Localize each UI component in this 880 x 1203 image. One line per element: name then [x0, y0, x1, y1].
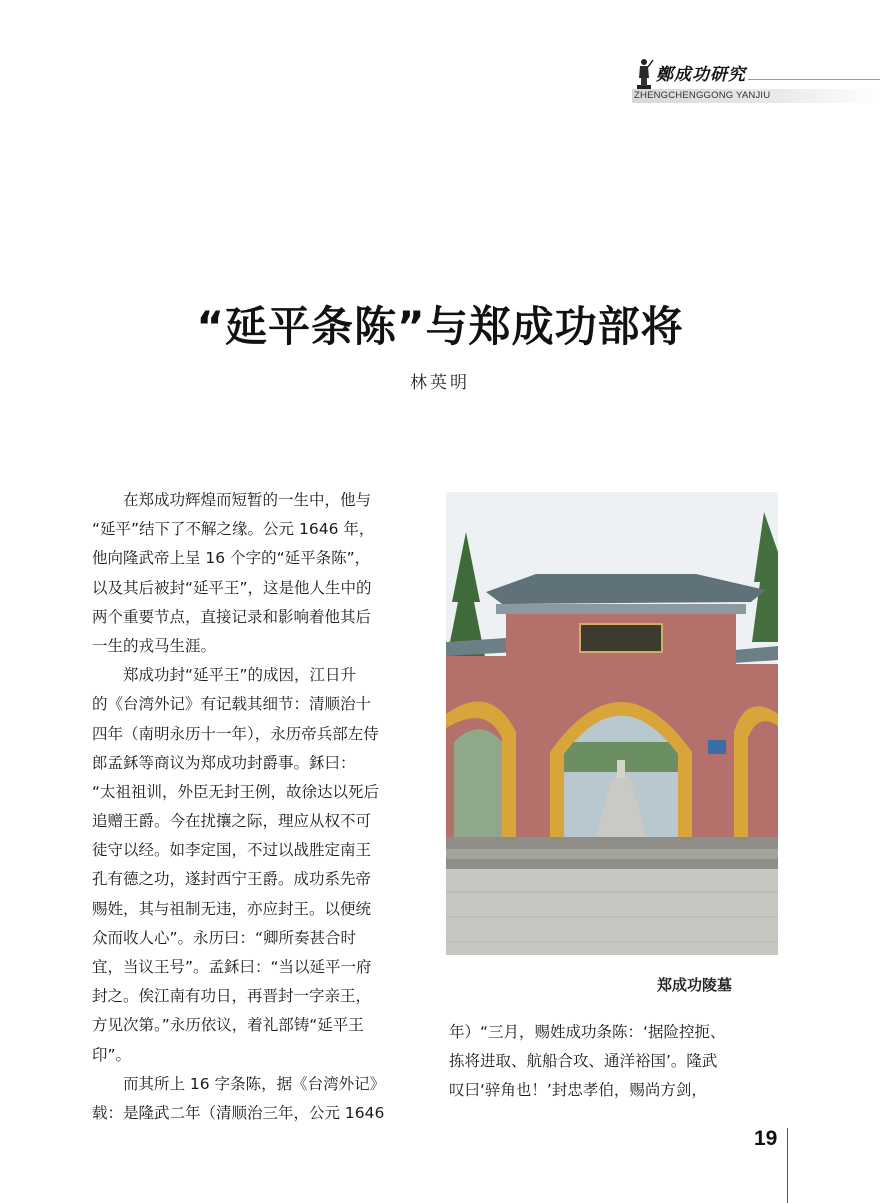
text-line: 的《台湾外记》有记载其细节：清顺治十 — [92, 695, 372, 714]
text-line: 宜，当议王号”。孟鉌曰：“当以延平一府 — [92, 958, 372, 976]
text-line: 追赠王爵。今在扰攘之际，理应从权不可 — [92, 812, 372, 831]
text-line: 他向隆武帝上呈 16 个字的“延平条陈”， — [92, 549, 371, 568]
text-line: 众而收人心”。永历曰：“卿所奏甚合时 — [92, 928, 357, 947]
text-line: 四年（南明永历十一年），永历帝兵部左侍 — [92, 724, 379, 743]
text-line: “太祖祖训，外臣无封王例，故徐达以死后 — [92, 782, 380, 801]
journal-title: 鄭成功研究 — [656, 65, 746, 85]
statue-icon — [634, 56, 654, 90]
text-line: 以及其后被封“延平王”，这是他人生中的 — [92, 578, 372, 597]
text-line: 载：是隆武二年（清顺治三年，公元 1646 — [92, 1103, 385, 1122]
text-line: 两个重要节点，直接记录和影响着他其后 — [92, 607, 372, 626]
left-text-column — [92, 486, 422, 1128]
mausoleum-gate-photo — [446, 492, 778, 955]
text-line: 叹曰‘骍角也！’封忠孝伯，赐尚方剑， — [449, 1081, 707, 1100]
journal-subtitle: ZHENGCHENGGONG YANJIU — [632, 89, 880, 103]
header-rule — [748, 79, 880, 80]
article-author: 林英明 — [410, 373, 470, 393]
text-line: 郑成功封“延平王”的成因，江日升 — [123, 666, 357, 685]
text-line: 年）“三月，赐姓成功条陈：‘据险控扼、 — [449, 1023, 726, 1041]
text-line: 在郑成功辉煌而短暂的一生中，他与 — [123, 491, 372, 509]
photo-caption: 郑成功陵墓 — [657, 976, 733, 994]
page-number: 19 — [754, 1127, 778, 1150]
text-line: 徒守以经。如李定国，不过以战胜定南王 — [92, 841, 372, 860]
right-text-column — [449, 1018, 779, 1106]
text-line: 拣将进取、航船合攻、通洋裕国’。隆武 — [449, 1052, 718, 1071]
text-line: 方见次第。”永历依议，着礼部铸“延平王 — [92, 1016, 364, 1035]
text-line: 赐姓，其与祖制无违，亦应封王。以便统 — [92, 899, 372, 918]
footer-rule — [787, 1128, 788, 1203]
text-line: 而其所上 16 字条陈，据《台湾外记》 — [123, 1074, 386, 1093]
text-line: 印”。 — [92, 1045, 132, 1064]
article-title: “延平条陈”与郑成功部将 — [196, 302, 684, 351]
text-line: 一生的戎马生涯。 — [92, 636, 217, 655]
text-line: 封之。俟江南有功日，再晋封一字亲王， — [92, 987, 372, 1006]
text-line: 孔有德之功，遂封西宁王爵。成功系先帝 — [92, 870, 372, 889]
text-line: 郎孟鉌等商议为郑成功封爵事。鉌曰： — [92, 753, 356, 772]
text-line: “延平”结下了不解之缘。公元 1646 年， — [92, 520, 375, 539]
